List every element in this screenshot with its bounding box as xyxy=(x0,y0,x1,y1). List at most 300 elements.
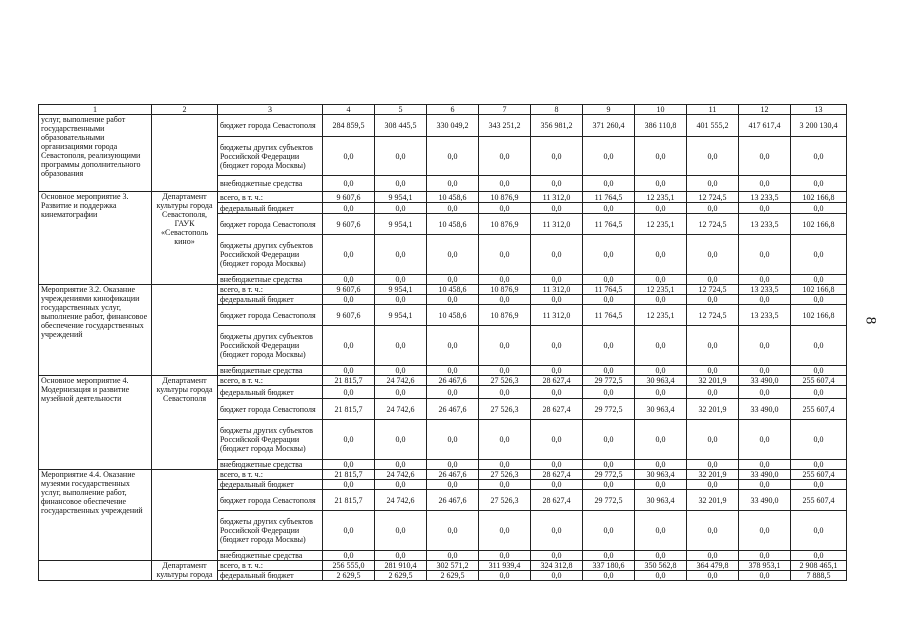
funding-source: всего, в т. ч.: xyxy=(218,470,323,480)
responsible-executor: Департамент культуры города xyxy=(152,561,218,581)
value-cell: 0,0 xyxy=(583,176,635,192)
value-cell: 0,0 xyxy=(635,551,687,561)
funding-source: бюджет города Севастополя xyxy=(218,490,323,511)
value-cell: 308 445,5 xyxy=(375,115,427,137)
value-cell: 12 724,5 xyxy=(687,285,739,295)
value-cell: 0,0 xyxy=(739,275,791,285)
table-row xyxy=(39,561,847,571)
value-cell: 26 467,6 xyxy=(427,490,479,511)
value-cell: 0,0 xyxy=(739,176,791,192)
value-cell: 21 815,7 xyxy=(323,470,375,480)
value-cell: 0,0 xyxy=(427,235,479,275)
funding-source: бюджеты других субъектов Российской Федерации (бюджет города Москвы) xyxy=(218,235,323,275)
value-cell: 28 627,4 xyxy=(531,470,583,480)
value-cell: 27 526,3 xyxy=(479,470,531,480)
value-cell: 0,0 xyxy=(375,176,427,192)
table-row xyxy=(39,285,847,295)
value-cell: 0,0 xyxy=(323,511,375,551)
value-cell: 0,0 xyxy=(531,137,583,176)
value-cell: 102 166,8 xyxy=(791,285,847,295)
value-cell: 0,0 xyxy=(375,420,427,460)
value-cell: 0,0 xyxy=(739,551,791,561)
value-cell: 0,0 xyxy=(635,420,687,460)
value-cell: 0,0 xyxy=(791,235,847,275)
header-cell: 13 xyxy=(791,105,847,115)
header-cell: 5 xyxy=(375,105,427,115)
value-cell: 0,0 xyxy=(739,386,791,399)
value-cell: 13 233,5 xyxy=(739,285,791,295)
responsible-executor xyxy=(152,470,218,561)
value-cell: 12 235,1 xyxy=(635,305,687,326)
funding-source: бюджеты других субъектов Российской Федерации (бюджет города Москвы) xyxy=(218,420,323,460)
value-cell: 26 467,6 xyxy=(427,376,479,386)
value-cell: 0,0 xyxy=(791,366,847,376)
value-cell: 356 981,2 xyxy=(531,115,583,137)
value-cell: 9 607,6 xyxy=(323,214,375,235)
value-cell: 255 607,4 xyxy=(791,399,847,420)
value-cell: 33 490,0 xyxy=(739,376,791,386)
funding-source: внебюджетные средства xyxy=(218,551,323,561)
value-cell: 0,0 xyxy=(427,366,479,376)
value-cell: 350 562,8 xyxy=(635,561,687,571)
value-cell: 11 312,0 xyxy=(531,285,583,295)
value-cell: 0,0 xyxy=(531,551,583,561)
value-cell: 0,0 xyxy=(791,480,847,490)
value-cell: 0,0 xyxy=(531,235,583,275)
value-cell: 30 963,4 xyxy=(635,399,687,420)
value-cell: 0,0 xyxy=(323,480,375,490)
value-cell: 386 110,8 xyxy=(635,115,687,137)
value-cell: 378 953,1 xyxy=(739,561,791,571)
value-cell: 29 772,5 xyxy=(583,399,635,420)
funding-source: бюджет города Севастополя xyxy=(218,115,323,137)
value-cell: 0,0 xyxy=(739,295,791,305)
value-cell: 9 607,6 xyxy=(323,192,375,203)
value-cell: 9 954,1 xyxy=(375,214,427,235)
value-cell: 0,0 xyxy=(479,386,531,399)
value-cell: 0,0 xyxy=(583,386,635,399)
value-cell: 0,0 xyxy=(687,480,739,490)
funding-source: бюджеты других субъектов Российской Федерации (бюджет города Москвы) xyxy=(218,326,323,366)
value-cell: 0,0 xyxy=(427,480,479,490)
value-cell: 0,0 xyxy=(635,511,687,551)
value-cell: 0,0 xyxy=(531,460,583,470)
value-cell: 0,0 xyxy=(531,366,583,376)
value-cell: 0,0 xyxy=(687,366,739,376)
value-cell: 0,0 xyxy=(531,571,583,581)
value-cell: 0,0 xyxy=(323,420,375,460)
value-cell: 0,0 xyxy=(375,386,427,399)
value-cell: 401 555,2 xyxy=(687,115,739,137)
header-cell: 6 xyxy=(427,105,479,115)
value-cell: 11 764,5 xyxy=(583,192,635,203)
value-cell: 0,0 xyxy=(791,460,847,470)
value-cell: 0,0 xyxy=(635,571,687,581)
value-cell: 0,0 xyxy=(531,176,583,192)
value-cell: 0,0 xyxy=(635,275,687,285)
value-cell: 0,0 xyxy=(531,511,583,551)
value-cell: 0,0 xyxy=(375,551,427,561)
value-cell: 0,0 xyxy=(583,460,635,470)
value-cell: 0,0 xyxy=(583,137,635,176)
value-cell: 0,0 xyxy=(531,326,583,366)
value-cell: 0,0 xyxy=(531,295,583,305)
value-cell: 11 764,5 xyxy=(583,305,635,326)
value-cell: 28 627,4 xyxy=(531,399,583,420)
value-cell: 255 607,4 xyxy=(791,470,847,480)
value-cell: 32 201,9 xyxy=(687,399,739,420)
value-cell: 0,0 xyxy=(427,275,479,285)
value-cell: 24 742,6 xyxy=(375,399,427,420)
value-cell: 0,0 xyxy=(635,295,687,305)
value-cell: 0,0 xyxy=(479,480,531,490)
value-cell: 2 629,5 xyxy=(323,571,375,581)
value-cell: 11 312,0 xyxy=(531,305,583,326)
value-cell: 0,0 xyxy=(583,295,635,305)
value-cell: 11 312,0 xyxy=(531,192,583,203)
value-cell: 256 555,0 xyxy=(323,561,375,571)
value-cell: 0,0 xyxy=(479,176,531,192)
funding-source: всего, в т. ч.: xyxy=(218,192,323,203)
value-cell: 30 963,4 xyxy=(635,470,687,480)
funding-source: федеральный бюджет xyxy=(218,386,323,399)
value-cell: 0,0 xyxy=(739,137,791,176)
value-cell: 27 526,3 xyxy=(479,399,531,420)
value-cell: 12 235,1 xyxy=(635,192,687,203)
activity-name: Основное мероприятие 4. Модернизация и развитие музейной деятельности xyxy=(39,376,152,470)
header-cell: 10 xyxy=(635,105,687,115)
value-cell: 0,0 xyxy=(687,386,739,399)
value-cell: 0,0 xyxy=(427,551,479,561)
value-cell: 26 467,6 xyxy=(427,470,479,480)
header-cell: 1 xyxy=(39,105,152,115)
header-cell: 4 xyxy=(323,105,375,115)
value-cell: 0,0 xyxy=(583,511,635,551)
value-cell: 27 526,3 xyxy=(479,376,531,386)
value-cell: 330 049,2 xyxy=(427,115,479,137)
value-cell: 30 963,4 xyxy=(635,490,687,511)
header-row xyxy=(39,105,847,115)
table-row xyxy=(39,376,847,386)
funding-source: бюджеты других субъектов Российской Федерации (бюджет города Москвы) xyxy=(218,511,323,551)
value-cell: 2 629,5 xyxy=(375,571,427,581)
value-cell: 7 888,5 xyxy=(791,571,847,581)
funding-source: бюджеты других субъектов Российской Федерации (бюджет города Москвы) xyxy=(218,137,323,176)
value-cell: 0,0 xyxy=(531,386,583,399)
value-cell: 0,0 xyxy=(427,460,479,470)
value-cell: 0,0 xyxy=(479,460,531,470)
header-cell: 9 xyxy=(583,105,635,115)
value-cell: 2 629,5 xyxy=(427,571,479,581)
value-cell: 0,0 xyxy=(479,275,531,285)
value-cell: 0,0 xyxy=(687,235,739,275)
value-cell: 0,0 xyxy=(687,295,739,305)
value-cell: 30 963,4 xyxy=(635,376,687,386)
value-cell: 0,0 xyxy=(323,176,375,192)
value-cell: 0,0 xyxy=(479,366,531,376)
value-cell: 0,0 xyxy=(427,386,479,399)
value-cell: 2 908 465,1 xyxy=(791,561,847,571)
value-cell: 9 954,1 xyxy=(375,285,427,295)
value-cell: 343 251,2 xyxy=(479,115,531,137)
value-cell: 281 910,4 xyxy=(375,561,427,571)
value-cell: 0,0 xyxy=(479,137,531,176)
value-cell: 0,0 xyxy=(427,326,479,366)
value-cell: 0,0 xyxy=(791,137,847,176)
value-cell: 0,0 xyxy=(375,511,427,551)
value-cell: 0,0 xyxy=(583,480,635,490)
value-cell: 0,0 xyxy=(375,235,427,275)
value-cell: 3 200 130,4 xyxy=(791,115,847,137)
value-cell: 284 859,5 xyxy=(323,115,375,137)
funding-source: внебюджетные средства xyxy=(218,275,323,285)
value-cell: 364 479,8 xyxy=(687,561,739,571)
value-cell: 102 166,8 xyxy=(791,192,847,203)
value-cell: 0,0 xyxy=(531,203,583,214)
value-cell: 0,0 xyxy=(479,551,531,561)
value-cell: 371 260,4 xyxy=(583,115,635,137)
value-cell: 13 233,5 xyxy=(739,192,791,203)
value-cell: 11 764,5 xyxy=(583,285,635,295)
value-cell: 11 312,0 xyxy=(531,214,583,235)
value-cell: 28 627,4 xyxy=(531,490,583,511)
value-cell: 28 627,4 xyxy=(531,376,583,386)
value-cell: 0,0 xyxy=(739,235,791,275)
value-cell: 13 233,5 xyxy=(739,214,791,235)
value-cell: 32 201,9 xyxy=(687,376,739,386)
value-cell: 0,0 xyxy=(635,176,687,192)
value-cell: 0,0 xyxy=(375,203,427,214)
value-cell: 12 235,1 xyxy=(635,214,687,235)
value-cell: 0,0 xyxy=(635,386,687,399)
table-row xyxy=(39,115,847,137)
value-cell: 0,0 xyxy=(791,275,847,285)
value-cell: 337 180,6 xyxy=(583,561,635,571)
value-cell: 0,0 xyxy=(479,295,531,305)
budget-table xyxy=(38,104,847,581)
value-cell: 0,0 xyxy=(739,366,791,376)
value-cell: 0,0 xyxy=(323,460,375,470)
funding-source: всего, в т. ч.: xyxy=(218,376,323,386)
funding-source: федеральный бюджет xyxy=(218,480,323,490)
value-cell: 0,0 xyxy=(791,551,847,561)
page-number: 8 xyxy=(862,316,879,325)
value-cell: 12 235,1 xyxy=(635,285,687,295)
responsible-executor: Департамент культуры города Севастополя xyxy=(152,376,218,470)
funding-source: внебюджетные средства xyxy=(218,366,323,376)
header-cell: 8 xyxy=(531,105,583,115)
value-cell: 0,0 xyxy=(687,137,739,176)
value-cell: 0,0 xyxy=(323,275,375,285)
value-cell: 0,0 xyxy=(323,366,375,376)
funding-source: всего, в т. ч.: xyxy=(218,561,323,571)
header-cell: 11 xyxy=(687,105,739,115)
activity-name: услуг, выполнение работ государственными образовательными организациями города Севастополя, реализующими программы дополнительного образования xyxy=(39,115,152,192)
value-cell: 0,0 xyxy=(375,460,427,470)
value-cell: 0,0 xyxy=(583,203,635,214)
value-cell: 10 876,9 xyxy=(479,285,531,295)
value-cell: 0,0 xyxy=(375,275,427,285)
value-cell: 0,0 xyxy=(427,295,479,305)
funding-source: внебюджетные средства xyxy=(218,176,323,192)
value-cell: 0,0 xyxy=(583,326,635,366)
value-cell: 0,0 xyxy=(323,386,375,399)
value-cell: 24 742,6 xyxy=(375,490,427,511)
value-cell: 9 954,1 xyxy=(375,192,427,203)
value-cell: 11 764,5 xyxy=(583,214,635,235)
value-cell: 0,0 xyxy=(479,511,531,551)
value-cell: 12 724,5 xyxy=(687,305,739,326)
value-cell: 29 772,5 xyxy=(583,490,635,511)
value-cell: 0,0 xyxy=(427,176,479,192)
value-cell: 0,0 xyxy=(479,235,531,275)
value-cell: 0,0 xyxy=(479,326,531,366)
value-cell: 10 876,9 xyxy=(479,214,531,235)
header-cell: 2 xyxy=(152,105,218,115)
funding-source: федеральный бюджет xyxy=(218,203,323,214)
value-cell: 0,0 xyxy=(635,460,687,470)
funding-source: федеральный бюджет xyxy=(218,295,323,305)
value-cell: 10 876,9 xyxy=(479,192,531,203)
value-cell: 0,0 xyxy=(583,235,635,275)
value-cell: 0,0 xyxy=(427,511,479,551)
value-cell: 0,0 xyxy=(687,551,739,561)
value-cell: 255 607,4 xyxy=(791,490,847,511)
value-cell: 0,0 xyxy=(635,203,687,214)
value-cell: 0,0 xyxy=(739,420,791,460)
value-cell: 0,0 xyxy=(323,551,375,561)
table-row xyxy=(39,470,847,480)
value-cell: 0,0 xyxy=(791,176,847,192)
value-cell: 9 607,6 xyxy=(323,285,375,295)
value-cell: 21 815,7 xyxy=(323,490,375,511)
value-cell: 255 607,4 xyxy=(791,376,847,386)
value-cell: 32 201,9 xyxy=(687,490,739,511)
value-cell: 0,0 xyxy=(635,137,687,176)
value-cell: 302 571,2 xyxy=(427,561,479,571)
value-cell: 29 772,5 xyxy=(583,470,635,480)
value-cell: 0,0 xyxy=(635,480,687,490)
value-cell: 10 458,6 xyxy=(427,192,479,203)
responsible-executor xyxy=(152,285,218,376)
value-cell: 0,0 xyxy=(375,137,427,176)
value-cell: 0,0 xyxy=(531,275,583,285)
value-cell: 0,0 xyxy=(583,420,635,460)
value-cell: 27 526,3 xyxy=(479,490,531,511)
activity-name: Мероприятие 4.4. Оказание музеями государственных услуг, выполнение работ, финансовое обеспечение государственных учреждений xyxy=(39,470,152,561)
value-cell: 33 490,0 xyxy=(739,470,791,480)
value-cell: 0,0 xyxy=(739,460,791,470)
value-cell: 311 939,4 xyxy=(479,561,531,571)
value-cell: 0,0 xyxy=(791,203,847,214)
value-cell: 10 876,9 xyxy=(479,305,531,326)
value-cell: 0,0 xyxy=(479,571,531,581)
funding-source: всего, в т. ч.: xyxy=(218,285,323,295)
value-cell: 21 815,7 xyxy=(323,376,375,386)
responsible-executor: Департамент культуры города Севастополя, ГАУК «Севастополь кино» xyxy=(152,192,218,285)
value-cell: 26 467,6 xyxy=(427,399,479,420)
value-cell: 12 724,5 xyxy=(687,192,739,203)
table-row xyxy=(39,192,847,203)
value-cell: 0,0 xyxy=(739,203,791,214)
activity-name: Мероприятие 3.2. Оказание учреждениями кинофикации государственных услуг, выполнение работ, финансовое обеспечение государственных учреждений xyxy=(39,285,152,376)
funding-source: бюджет города Севастополя xyxy=(218,214,323,235)
value-cell: 12 724,5 xyxy=(687,214,739,235)
value-cell: 24 742,6 xyxy=(375,470,427,480)
value-cell: 9 954,1 xyxy=(375,305,427,326)
value-cell: 0,0 xyxy=(375,480,427,490)
value-cell: 33 490,0 xyxy=(739,490,791,511)
value-cell: 102 166,8 xyxy=(791,214,847,235)
funding-source: бюджет города Севастополя xyxy=(218,305,323,326)
value-cell: 0,0 xyxy=(791,295,847,305)
value-cell: 9 607,6 xyxy=(323,305,375,326)
value-cell: 0,0 xyxy=(583,551,635,561)
header-cell: 12 xyxy=(739,105,791,115)
value-cell: 0,0 xyxy=(687,176,739,192)
value-cell: 0,0 xyxy=(323,137,375,176)
value-cell: 0,0 xyxy=(323,326,375,366)
value-cell: 0,0 xyxy=(635,366,687,376)
value-cell: 21 815,7 xyxy=(323,399,375,420)
value-cell: 0,0 xyxy=(687,420,739,460)
value-cell: 0,0 xyxy=(323,235,375,275)
value-cell: 0,0 xyxy=(635,326,687,366)
header-cell: 3 xyxy=(218,105,323,115)
value-cell: 0,0 xyxy=(479,420,531,460)
value-cell: 0,0 xyxy=(687,571,739,581)
value-cell: 0,0 xyxy=(323,295,375,305)
activity-name: Основное мероприятие 3. Развитие и поддержка кинематографии xyxy=(39,192,152,285)
value-cell: 0,0 xyxy=(687,203,739,214)
value-cell: 0,0 xyxy=(427,137,479,176)
value-cell: 10 458,6 xyxy=(427,305,479,326)
value-cell: 24 742,6 xyxy=(375,376,427,386)
value-cell: 0,0 xyxy=(583,275,635,285)
value-cell: 0,0 xyxy=(739,571,791,581)
value-cell: 0,0 xyxy=(375,366,427,376)
value-cell: 0,0 xyxy=(531,480,583,490)
value-cell: 0,0 xyxy=(739,326,791,366)
value-cell: 0,0 xyxy=(791,511,847,551)
value-cell: 0,0 xyxy=(427,203,479,214)
value-cell: 0,0 xyxy=(791,420,847,460)
value-cell: 0,0 xyxy=(427,420,479,460)
value-cell: 0,0 xyxy=(583,571,635,581)
value-cell: 324 312,8 xyxy=(531,561,583,571)
funding-source: внебюджетные средства xyxy=(218,460,323,470)
value-cell: 0,0 xyxy=(739,511,791,551)
value-cell: 417 617,4 xyxy=(739,115,791,137)
value-cell: 0,0 xyxy=(583,366,635,376)
funding-source: федеральный бюджет xyxy=(218,571,323,581)
funding-source: бюджет города Севастополя xyxy=(218,399,323,420)
responsible-executor xyxy=(152,115,218,192)
value-cell: 0,0 xyxy=(323,203,375,214)
value-cell: 0,0 xyxy=(687,326,739,366)
value-cell: 0,0 xyxy=(791,386,847,399)
value-cell: 0,0 xyxy=(375,295,427,305)
header-cell: 7 xyxy=(479,105,531,115)
value-cell: 13 233,5 xyxy=(739,305,791,326)
value-cell: 0,0 xyxy=(687,511,739,551)
value-cell: 0,0 xyxy=(687,460,739,470)
activity-name xyxy=(39,561,152,581)
value-cell: 0,0 xyxy=(479,203,531,214)
value-cell: 33 490,0 xyxy=(739,399,791,420)
value-cell: 10 458,6 xyxy=(427,214,479,235)
value-cell: 102 166,8 xyxy=(791,305,847,326)
